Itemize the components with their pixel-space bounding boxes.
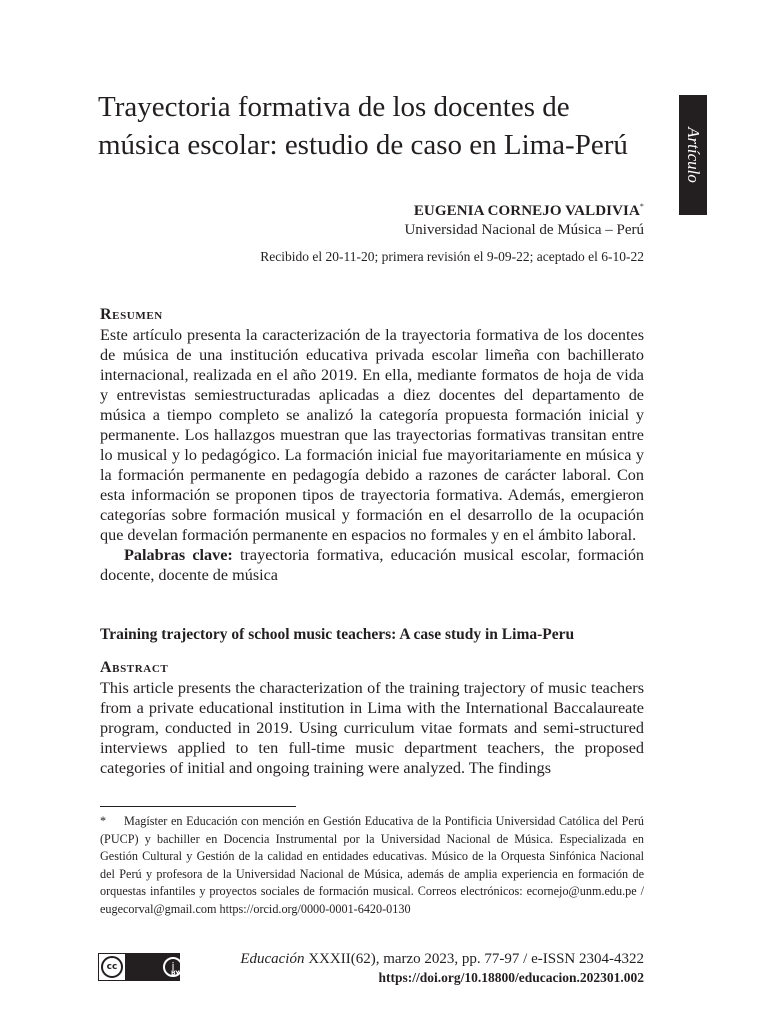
cc-icon: cc (101, 956, 123, 978)
resumen-heading: Resumen (100, 306, 163, 323)
abstract-section (100, 658, 644, 778)
footnote-divider (100, 806, 296, 807)
title-line-2: música escolar: estudio de caso en Lima-Perú (98, 129, 628, 161)
abstract-text: This article presents the characterization of the training trajectory of music teachers from a private educational institution in Lima with the International Baccalaureate program, conducted in 2019. Using curriculum vitae formats and semi-structured interviews applied to ten full-time music department teachers, the proposed categories of initial and ongoing training were analyzed. The findings (100, 679, 644, 777)
journal-citation (240, 951, 644, 968)
doi-link[interactable]: https://doi.org/10.18800/educacion.202301.002 (378, 970, 644, 985)
resumen-text: Este artículo presenta la caracterización de la trayectoria formativa de los docentes de música de una institución educativa privada escolar limeña con bachillerato internacional, realizada en el año 2019. En ella, mediante formatos de hoja de vida y entrevistas semiestructuradas aplicadas a diez docentes del departamento de música a tiempo completo se analizó la categoría propuesta formación inicial y permanente. Los hallazgos muestran que las trayectorias formativas transitan entre lo musical y lo pedagógico. La formación inicial fue mayoritariamente en música y la formación permanente en pedagogía debido a razones de carácter laboral. Con esta información se proponen tipos de trayectoria formativa. Además, emergieron categorías sobre formación musical y formación en el desarrollo de la ocupación que develan formación permanente en espacios no formales y en el ámbito laboral. (100, 326, 644, 544)
author-name-text: EUGENIA CORNEJO VALDIVIA (413, 203, 640, 219)
cc-logo-area (99, 954, 125, 980)
author-footnote (100, 813, 644, 919)
abstract-heading: Abstract (100, 659, 169, 676)
title-line-1: Trayectoria formativa de los docentes de (98, 91, 570, 123)
section-tab-label: Artículo (684, 127, 703, 183)
english-title: Training trajectory of school music teachers: A case study in Lima-Peru (100, 626, 575, 643)
journal-name: Educación (240, 951, 305, 967)
journal-issue: XXXII(62), marzo 2023, pp. 77-97 / e-ISSN 2304-4322 (304, 951, 644, 967)
article-title (98, 88, 658, 164)
submission-dates: Recibido el 20-11-20; primera revisión el 9-09-22; aceptado el 6-10-22 (260, 249, 644, 264)
author-footnote-mark: * (639, 202, 644, 211)
author-affiliation: Universidad Nacional de Música – Perú (404, 222, 644, 238)
author-name (414, 202, 644, 220)
by-label: BY (171, 970, 180, 977)
footnote-text: Magíster en Educación con mención en Gestión Educativa de la Pontificia Universidad Católica del Perú (PUCP) y bachiller en Docencia Instrumental por la Universidad Nacional de Música. Especializada en Gestión Cultural y Gestión de la calidad en entidades educativas. Músico de la Orquesta Sinfónica Nacional del Perú y profesora de la Universidad Nacional de Música, además de amplia experiencia en formación de orquestas infantiles y proyectos sociales de formación musical. Correos electrónicos: ecornejo@unm.edu.pe / eugecorval@gmail.com https://orcid.org/0000-0001-6420-0130 (100, 814, 644, 916)
resumen-section (100, 305, 644, 585)
section-tab (679, 95, 707, 215)
keywords-text: trayectoria formativa, educación musical escolar, formación docente, docente de música (100, 546, 645, 584)
attribution-person-icon: i (163, 957, 183, 977)
cc-by-license-badge[interactable] (98, 953, 180, 981)
keywords (100, 545, 644, 585)
footnote-mark: * (100, 814, 107, 828)
keywords-label: Palabras clave: (124, 546, 233, 564)
by-area (125, 954, 179, 980)
